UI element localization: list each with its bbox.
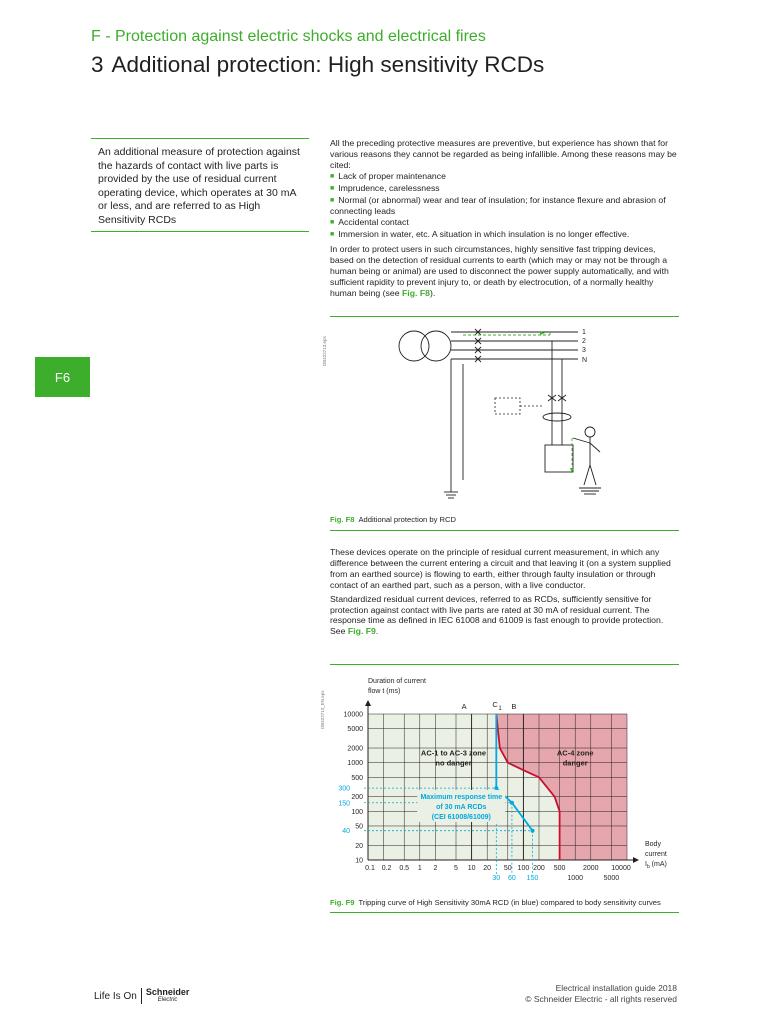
figure-id: DB422713.eps xyxy=(322,336,327,366)
body-section-2 xyxy=(330,547,680,640)
rcd-text-end: . xyxy=(375,626,379,637)
figure-caption-text: Additional protection by RCD xyxy=(358,515,456,524)
conductor-label: 2 xyxy=(582,338,586,345)
x-tick-label: 0.1 xyxy=(365,865,375,872)
x-tick-label: 0.2 xyxy=(381,865,392,872)
y-axis-title: Duration of current xyxy=(368,678,426,685)
y-tick-label: 1000 xyxy=(347,760,363,768)
y-tick-label: 200 xyxy=(351,794,363,802)
x-tick-label: 20 xyxy=(483,865,492,872)
fig-f8-link[interactable]: Fig. F8 xyxy=(401,287,430,298)
x-tick-label: 1 xyxy=(417,865,422,872)
figure-label: Fig. F9 xyxy=(330,898,355,907)
transformer-primary-icon xyxy=(399,331,429,361)
figure-caption-text: Tripping curve of High Sensitivity 30mA RCD (in blue) compared to body sensitivity curves xyxy=(358,898,661,907)
principle-paragraph: These devices operate on the principle of residual current measurement, in which any difference between the current entering a circuit and that leaving it (on a system supplied from an earthed source) is flowing to earth, either through faulty insulation or through contact of an earthed part, such as a person, with a live conductor. xyxy=(330,547,671,590)
curve-label-c: C xyxy=(492,700,498,709)
logo-tagline: Life Is On xyxy=(94,990,137,1002)
curve-label-c-subscript: 1 xyxy=(498,706,502,712)
x-tick-label: 100 xyxy=(517,865,530,872)
copyright: © Schneider Electric - all rights reserved xyxy=(525,994,677,1004)
intro-paragraph: All the preceding protective measures are preventive, but experience has shown that for various reasons they cannot be regarded as being infallible. Among these reasons may be cited: xyxy=(330,138,677,170)
bullet-item xyxy=(330,217,680,229)
protection-text: In order to protect users in such circumstances, highly sensitive fast tripping devices, based on the detection of residual currents to earth (which may or may not be through a human being or animal) are used to disconnect the power supply automatically, and with sufficient rapidity to prevent injury to, or death by electrocution, of a normally healthy human being (see xyxy=(330,244,669,298)
rcd-label: (CEI 61008/61009) xyxy=(431,813,491,821)
divider xyxy=(330,912,679,913)
tripping-curve-chart xyxy=(325,672,685,892)
fig-f9-link[interactable]: Fig. F9 xyxy=(347,626,376,637)
y-axis-title: flow t (ms) xyxy=(368,688,401,695)
bullet-text: Immersion in water, etc. A situation in which insulation is no longer effective. xyxy=(338,229,630,240)
y-axis-arrow xyxy=(365,700,371,706)
x-tick-label: 0.5 xyxy=(399,865,410,872)
rcd-paragraph xyxy=(330,594,680,638)
conductor-label: 1 xyxy=(582,329,586,336)
bullet-item xyxy=(330,171,680,183)
y-tick-label: 5000 xyxy=(347,726,363,734)
guide-title: Electrical installation guide 2018 xyxy=(555,983,677,993)
bullet-item xyxy=(330,195,680,218)
x-axis-title: Body xyxy=(645,841,661,848)
y-tick-label-highlight: 40 xyxy=(342,828,350,836)
section-title xyxy=(91,52,544,78)
figure-id: DB422713_EN.eps xyxy=(320,690,325,729)
section-title-text: Additional protection: High sensitivity RCDs xyxy=(111,52,545,77)
bullet-text: Normal (or abnormal) wear and tear of insulation; for instance flexure and abrasion of connecting leads xyxy=(330,194,666,217)
protection-text-end: ). xyxy=(429,287,436,298)
page-tab-label: F6 xyxy=(54,369,71,385)
x-tick-label-highlight: 60 xyxy=(508,875,516,882)
logo-brand-name: Schneider xyxy=(145,987,190,997)
x-axis-arrow xyxy=(633,857,639,863)
x-axis-symbol: I xyxy=(645,861,647,868)
x-tick-label: 200 xyxy=(533,865,545,872)
rcd-circuit-diagram xyxy=(380,320,610,500)
x-axis-subscript: b xyxy=(646,864,650,870)
rcd-label: of 30 mA RCDs xyxy=(436,803,487,811)
x-tick-label: 2 xyxy=(433,865,438,872)
figure-label: Fig. F8 xyxy=(330,515,355,524)
bullet-text: Accidental contact xyxy=(338,217,409,228)
y-tick-label-highlight: 150 xyxy=(338,800,350,808)
x-tick-label: 10000 xyxy=(611,865,631,872)
y-tick-label-highlight: 300 xyxy=(338,785,350,793)
footer-info xyxy=(525,983,677,1005)
y-tick-label: 50 xyxy=(355,823,363,831)
protection-paragraph xyxy=(330,244,680,299)
logo-brand xyxy=(146,988,190,1004)
divider xyxy=(330,316,679,317)
curve-label-b: B xyxy=(511,702,517,711)
transformer-secondary-icon xyxy=(421,331,451,361)
y-tick-label: 10000 xyxy=(343,711,363,719)
y-tick-label: 2000 xyxy=(347,745,363,753)
conductor-label: N xyxy=(582,357,588,364)
bullet-item xyxy=(330,183,680,195)
divider xyxy=(330,664,679,665)
safe-zone-label: AC-1 to AC-3 zone xyxy=(420,748,487,758)
page-tab xyxy=(35,357,90,397)
x-tick-label: 10 xyxy=(467,865,476,872)
y-tick-label: 10 xyxy=(355,857,363,865)
curve-label-a: A xyxy=(461,702,467,711)
bullet-text: Imprudence, carelessness xyxy=(338,182,440,193)
x-tick-label-highlight: 30 xyxy=(492,875,501,882)
y-tick-label: 20 xyxy=(355,842,363,850)
x-tick-label: 50 xyxy=(503,865,512,872)
logo-separator xyxy=(141,988,142,1004)
figure-caption xyxy=(330,515,456,524)
x-tick-label: 2000 xyxy=(583,865,599,872)
x-axis-title: current xyxy=(645,851,667,858)
section-number: 3 xyxy=(91,52,104,77)
x-tick-label: 5 xyxy=(454,865,458,872)
x-axis-title xyxy=(645,861,667,870)
y-tick-label: 500 xyxy=(351,774,363,782)
bullet-item xyxy=(330,229,680,241)
x-tick-label: 1000 xyxy=(567,875,583,882)
chapter-title: F - Protection against electric shocks and electrical fires xyxy=(91,28,486,45)
danger-zone-label: AC-4 zone xyxy=(556,748,594,758)
company-logo xyxy=(94,988,189,1004)
figure-caption xyxy=(330,898,661,907)
x-tick-label-highlight: 150 xyxy=(526,875,539,882)
bullet-text: Lack of proper maintenance xyxy=(338,170,446,181)
rcd-label: Maximum response time xyxy=(420,793,503,801)
logo-brand-sub: Electric xyxy=(157,997,178,1003)
body-section-1 xyxy=(330,138,680,302)
conductor-label: 3 xyxy=(582,347,586,354)
safe-zone-label: no danger xyxy=(435,758,472,768)
summary-text: An additional measure of protection against the hazards of contact with live parts is provided by the use of residual current operating device, which operates at 30 mA or less, and are referred to as High Sensitivity RCDs xyxy=(98,146,300,226)
danger-zone-label: danger xyxy=(562,758,588,768)
rcd-text: Standardized residual current devices, referred to as RCDs, sufficiently sensitive for protection against contact with live parts are rated at 30 mA of residual current. The response time as defined in IEC 61008 and 61009 is fast enough to provide protection. See xyxy=(330,593,664,637)
x-tick-label: 5000 xyxy=(603,875,620,882)
y-tick-label: 100 xyxy=(351,808,363,816)
x-tick-label: 500 xyxy=(553,865,566,872)
divider xyxy=(330,530,679,531)
x-axis-unit: (mA) xyxy=(649,861,667,868)
